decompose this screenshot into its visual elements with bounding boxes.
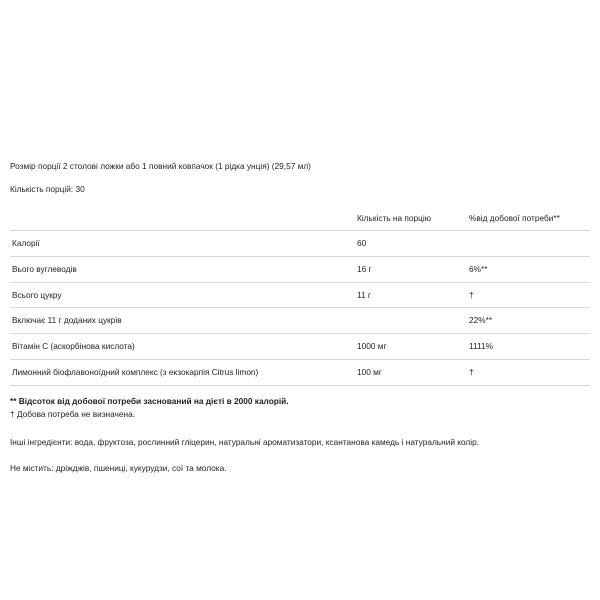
nutrient-daily-value — [467, 231, 590, 257]
nutrient-amount — [355, 308, 467, 334]
nutrient-amount: 11 г — [355, 282, 467, 308]
nutrient-name: Всього цукру — [10, 282, 355, 308]
table-row — [10, 308, 590, 334]
nutrient-daily-value: 1111% — [467, 334, 590, 360]
nutrient-name: Вього вуглеводів — [10, 256, 355, 282]
table-row — [10, 256, 590, 282]
allergen-statement: Не містить: дріжджів, пшениці, кукурудзи, сої та молока. — [10, 462, 227, 473]
nutrition-table — [10, 209, 590, 386]
nutrient-daily-value: † — [467, 282, 590, 308]
table-header-row — [10, 209, 590, 231]
column-header-amount: Кількість на порцію — [355, 209, 467, 231]
nutrient-daily-value: 22%** — [467, 308, 590, 334]
column-header-daily-value: %від добової потреби** — [467, 209, 590, 231]
other-ingredients: Інші інгредієнти: вода, фруктоза, рослинний гліцерин, натуральні ароматизатори, ксантанова камедь і натуральний колір. — [10, 437, 480, 448]
nutrient-amount: 1000 мг — [355, 334, 467, 360]
nutrient-amount: 16 г — [355, 256, 467, 282]
nutrient-name: Включає 11 г доданих цукрів — [10, 308, 355, 334]
nutrient-daily-value: † — [467, 359, 590, 385]
table-row — [10, 282, 590, 308]
footnote-dagger: † Добова потреба не визначена. — [10, 408, 135, 419]
table-row — [10, 334, 590, 360]
nutrient-name: Лимонний біофлавоноїдний комплекс (з екзокарпія Citrus limon) — [10, 359, 355, 385]
footnote-daily-value: ** Відсоток від добової потреби заснований на дієті в 2000 калорій. — [10, 395, 289, 406]
nutrient-amount: 100 мг — [355, 359, 467, 385]
nutrient-amount: 60 — [355, 231, 467, 257]
footnotes — [10, 395, 590, 421]
servings-per-container-line: Кількість порцій: 30 — [10, 184, 85, 195]
table-row — [10, 231, 590, 257]
nutrient-daily-value: 6%** — [467, 256, 590, 282]
nutrient-name: Вітамін С (аскорбінова кислота) — [10, 334, 355, 360]
table-row — [10, 359, 590, 385]
column-header-name — [10, 209, 355, 231]
serving-size-line: Розмір порції 2 столові ложки або 1 повний ковпачок (1 рідка унція) (29,57 мл) — [10, 161, 311, 171]
nutrient-name: Калорії — [10, 231, 355, 257]
